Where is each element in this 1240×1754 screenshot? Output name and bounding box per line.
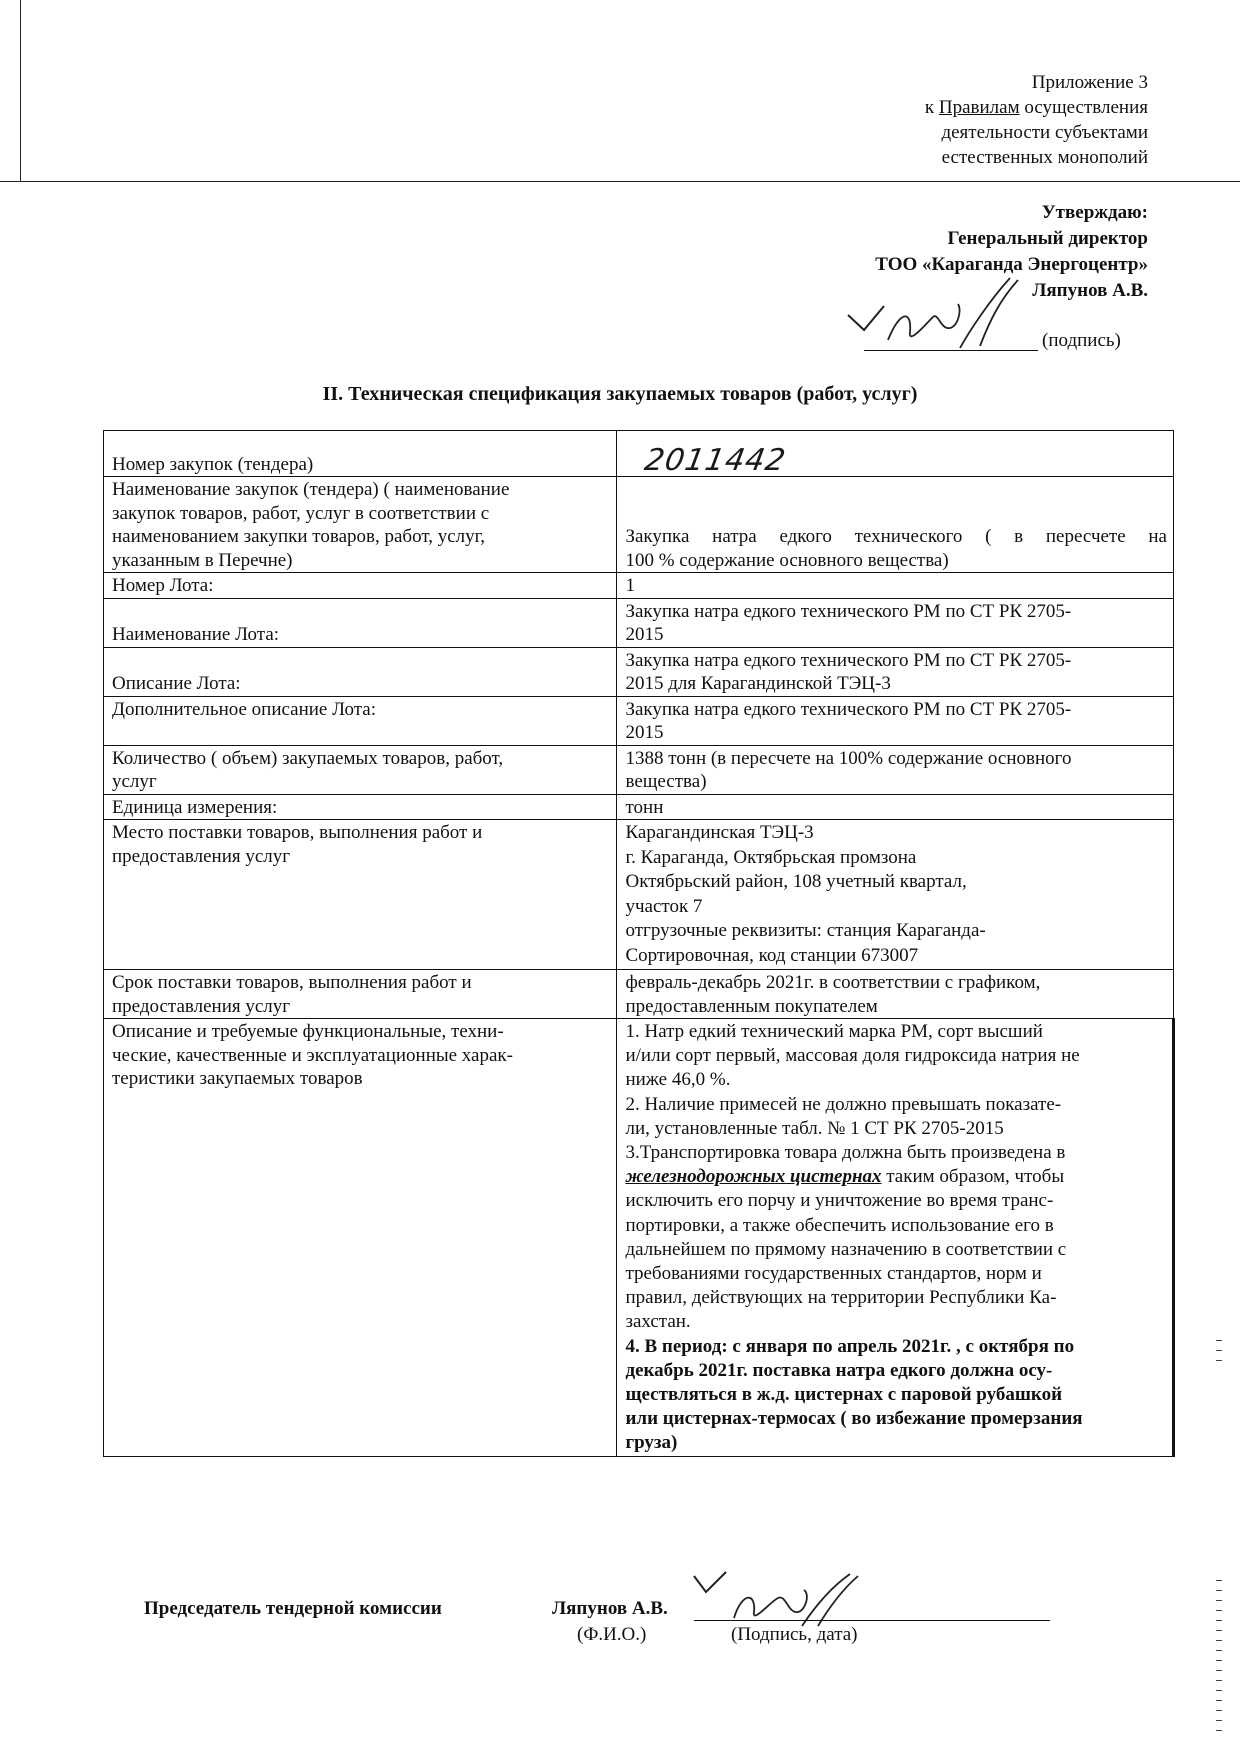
quantity-value: 1388 тонн (в пересчете на 100% содержание основного вещества)	[617, 745, 1174, 794]
lot-description-value: Закупка натра едкого технического РМ по СТ РК 2705- 2015 для Карагандинской ТЭЦ-3	[617, 647, 1174, 696]
railway-tanks-emphasis: железнодорожных цистернах	[625, 1166, 882, 1188]
director-signature	[840, 270, 1040, 355]
row-tender-number	[104, 431, 1174, 477]
tender-number-label: Номер закупок (тендера)	[104, 431, 617, 477]
characteristics-label: Описание и требуемые функциональные, техни- ческие, качественные и эксплуатационные харак- теристики закупаемых товаров	[104, 1019, 617, 1457]
tender-number-handwritten: 2011442	[642, 442, 790, 478]
row-lot-name	[104, 598, 1174, 647]
row-delivery-term	[104, 970, 1174, 1019]
lot-number-value: 1	[617, 573, 1174, 599]
characteristics-value	[617, 1019, 1174, 1457]
appendix-line-3: деятельности субъектами	[941, 122, 1148, 143]
appendix-line-1: Приложение 3	[1031, 72, 1148, 93]
delivery-place-label: Место поставки товаров, выполнения работ и предоставления услуг	[104, 820, 617, 970]
signature-date-label: (Подпись, дата)	[731, 1624, 858, 1645]
tender-number-value	[617, 431, 1174, 477]
row-lot-description	[104, 647, 1174, 696]
row-unit	[104, 794, 1174, 820]
row-quantity	[104, 745, 1174, 794]
requirement-1: 1. Натр едкий технический марка РМ, сорт высший и/или сорт первый, массовая доля гидроксида натрия не ниже 46,0 %.	[625, 1021, 1080, 1091]
chair-label: Председатель тендерной комиссии	[144, 1598, 442, 1619]
fio-label: (Ф.И.О.)	[577, 1624, 647, 1645]
delivery-term-value: февраль-декабрь 2021г. в соответствии с графиком, предоставленным покупателем	[617, 970, 1174, 1019]
row-characteristics	[104, 1019, 1174, 1457]
header-divider	[0, 181, 1240, 182]
delivery-place-value: Карагандинская ТЭЦ-3 г. Караганда, Октябрьская промзона Октябрьский район, 108 учетный квартал, участок 7 отгрузочные реквизиты: станция Караганда- Сортировочная, код станции 673007	[617, 820, 1174, 970]
approval-line-1: Утверждаю:	[1041, 202, 1148, 223]
approval-line-2: Генеральный директор	[947, 228, 1148, 249]
director-signature-line	[864, 350, 1038, 351]
row-tender-name	[104, 477, 1174, 573]
row-lot-extra-description	[104, 696, 1174, 745]
chair-name: Ляпунов А.В.	[552, 1598, 668, 1619]
scan-edge-marks	[1216, 1340, 1222, 1370]
lot-description-label: Описание Лота:	[104, 647, 617, 696]
lot-name-value: Закупка натра едкого технического РМ по СТ РК 2705- 2015	[617, 598, 1174, 647]
row-delivery-place	[104, 820, 1174, 970]
unit-label: Единица измерения:	[104, 794, 617, 820]
scan-edge-marks-bottom	[1216, 1580, 1222, 1740]
row-lot-number	[104, 573, 1174, 599]
rules-link[interactable]: Правилам	[938, 97, 1020, 118]
lot-number-label: Номер Лота:	[104, 573, 617, 599]
signature-label: (подпись)	[1042, 330, 1121, 351]
lot-extra-description-label: Дополнительное описание Лота:	[104, 696, 617, 745]
appendix-note	[925, 70, 1148, 170]
tender-name-label: Наименование закупок (тендера) ( наименование закупок товаров, работ, услуг в соответствии с наименованием закупки товаров, работ, услуг, указанным в Перечне)	[104, 477, 617, 573]
appendix-line-2: к Правилам осуществления	[924, 97, 1148, 118]
requirement-4: 4. В период: с января по апрель 2021г. , с октября по декабрь 2021г. поставка натра едкого должна осу- ществляться в ж.д. цистернах с паровой рубашкой или цистернах-термосах ( во избежание промерзания груза)	[625, 1335, 1083, 1454]
specification-table	[103, 430, 1175, 1457]
approval-line-4: Ляпунов А.В.	[1032, 280, 1148, 301]
chair-signature-line	[694, 1620, 1050, 1621]
delivery-term-label: Срок поставки товаров, выполнения работ и предоставления услуг	[104, 970, 617, 1019]
left-margin-line	[20, 0, 21, 181]
requirement-3: 3.Транспортировка товара должна быть произведена в железнодорожных цистернах таким образом, чтобы исключить его порчу и уничтожение во время транс- портировки, а также обеспечить использование его в дальнейшем по прямому назначению в соответствии с требованиями государственных стандартов, норм и правил, действующих на территории Республики Ка- захстан.	[625, 1142, 1067, 1333]
tender-name-value: Закупка натра едкого технического ( в пересчете на 100 % содержание основного вещества)	[617, 477, 1174, 573]
unit-value: тонн	[617, 794, 1174, 820]
lot-extra-description-value: Закупка натра едкого технического РМ по СТ РК 2705- 2015	[617, 696, 1174, 745]
lot-name-label: Наименование Лота:	[104, 598, 617, 647]
quantity-label: Количество ( объем) закупаемых товаров, работ, услуг	[104, 745, 617, 794]
document-title: II. Техническая спецификация закупаемых товаров (работ, услуг)	[322, 383, 918, 405]
appendix-line-4: естественных монополий	[941, 147, 1148, 168]
approval-line-3: ТОО «Караганда Энергоцентр»	[875, 254, 1148, 275]
requirement-2: 2. Наличие примесей не должно превышать показате- ли, установленные табл. № 1 СТ РК 2705-2015	[625, 1093, 1062, 1139]
